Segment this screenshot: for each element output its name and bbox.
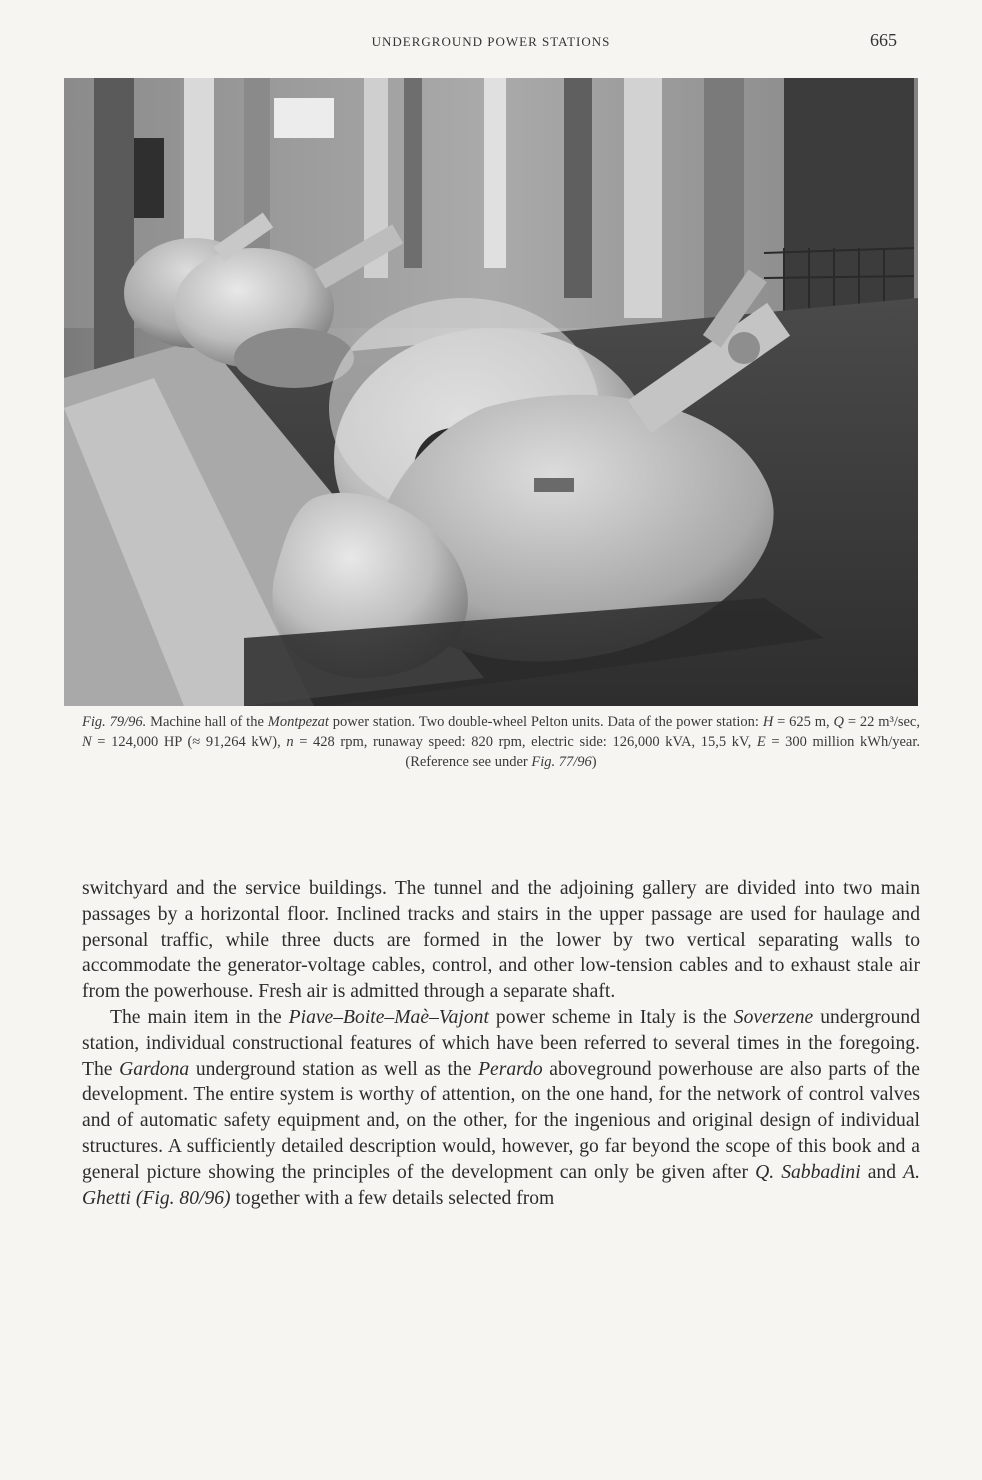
paragraph-text: aboveground powerhouse are also parts of the development. The entire system is worthy of attention, on the one hand, for the network of control valves and of automatic safety equipment and, on the other, for the ingenious and original design of individual structures. A sufficiently detailed description would, however, go far beyond the scope of this book and a general picture showing the principles of the development can only be given after <box>82 1058 921 1183</box>
paragraph-text: underground station as well as the <box>189 1058 479 1080</box>
caption-symbol: N <box>82 734 92 750</box>
caption-text: = 124,000 HP (≈ 91,264 kW), <box>91 734 287 750</box>
caption-text: power station. Two double-wheel Pelton units. Data of the power station: <box>328 714 763 730</box>
caption-symbol: H <box>762 714 774 730</box>
caption-symbol: E <box>756 734 766 750</box>
paragraph-1: switchyard and the service buildings. The tunnel and the adjoining gallery are divided into two main passages by a horizontal floor. Inclined tracks and stairs in the upper passage are used for haulage and personal traffic, while three ducts are formed in the lower by two vertical separating walls to accommodate the generator-voltage cables, control, and other low-tension cables and to exhaust stale air from the powerhouse. Fresh air is admitted through a separate shaft. <box>82 878 920 1003</box>
station-name: Soverzene <box>733 1006 814 1028</box>
caption-fig-ref: Fig. 79/96. <box>82 714 147 730</box>
figure-caption <box>82 712 920 772</box>
caption-text: Machine hall of the <box>146 714 268 730</box>
paragraph-text: power scheme in Italy is the <box>488 1006 734 1028</box>
caption-text: = 625 m, <box>773 714 834 730</box>
paragraph-text: The main item in the <box>110 1006 289 1028</box>
station-name: Gardona <box>119 1058 190 1080</box>
paragraph-text: and <box>860 1161 904 1183</box>
paragraph-text: underground station, individual constructional features of which have been referred to several times in the foregoing. The <box>82 1006 920 1080</box>
scheme-name: Piave–Boite–Maè–Vajont <box>288 1006 489 1028</box>
paragraph-text: together with a few details selected from <box>230 1187 555 1209</box>
caption-text: = 22 m³/sec, <box>843 714 920 730</box>
machine-hall-photo <box>64 78 918 706</box>
figure-reference: (Fig. 80/96) <box>135 1187 231 1209</box>
station-name: Perardo <box>478 1058 543 1080</box>
caption-symbol: Q <box>833 714 844 730</box>
page-number: 665 <box>870 30 897 50</box>
caption-text: = 428 rpm, runaway speed: 820 rpm, electric side: 126,000 kVA, 15,5 kV, <box>293 734 757 750</box>
caption-ref-fig: Fig. 77/96 <box>531 754 592 770</box>
running-head: UNDERGROUND POWER STATIONS <box>371 34 611 49</box>
machine-hall-illustration <box>64 78 918 706</box>
paragraph-2 <box>82 1005 920 1211</box>
body-text <box>82 876 920 1211</box>
caption-text: ) <box>591 754 597 770</box>
author-name: A. Ghetti <box>82 1161 920 1209</box>
author-name: Q. Sabbadini <box>755 1161 861 1183</box>
caption-station-name: Montpezat <box>267 714 329 730</box>
caption-symbol: n <box>286 734 294 750</box>
caption-text: = 300 million kWh/year. (Reference see under <box>405 734 921 770</box>
